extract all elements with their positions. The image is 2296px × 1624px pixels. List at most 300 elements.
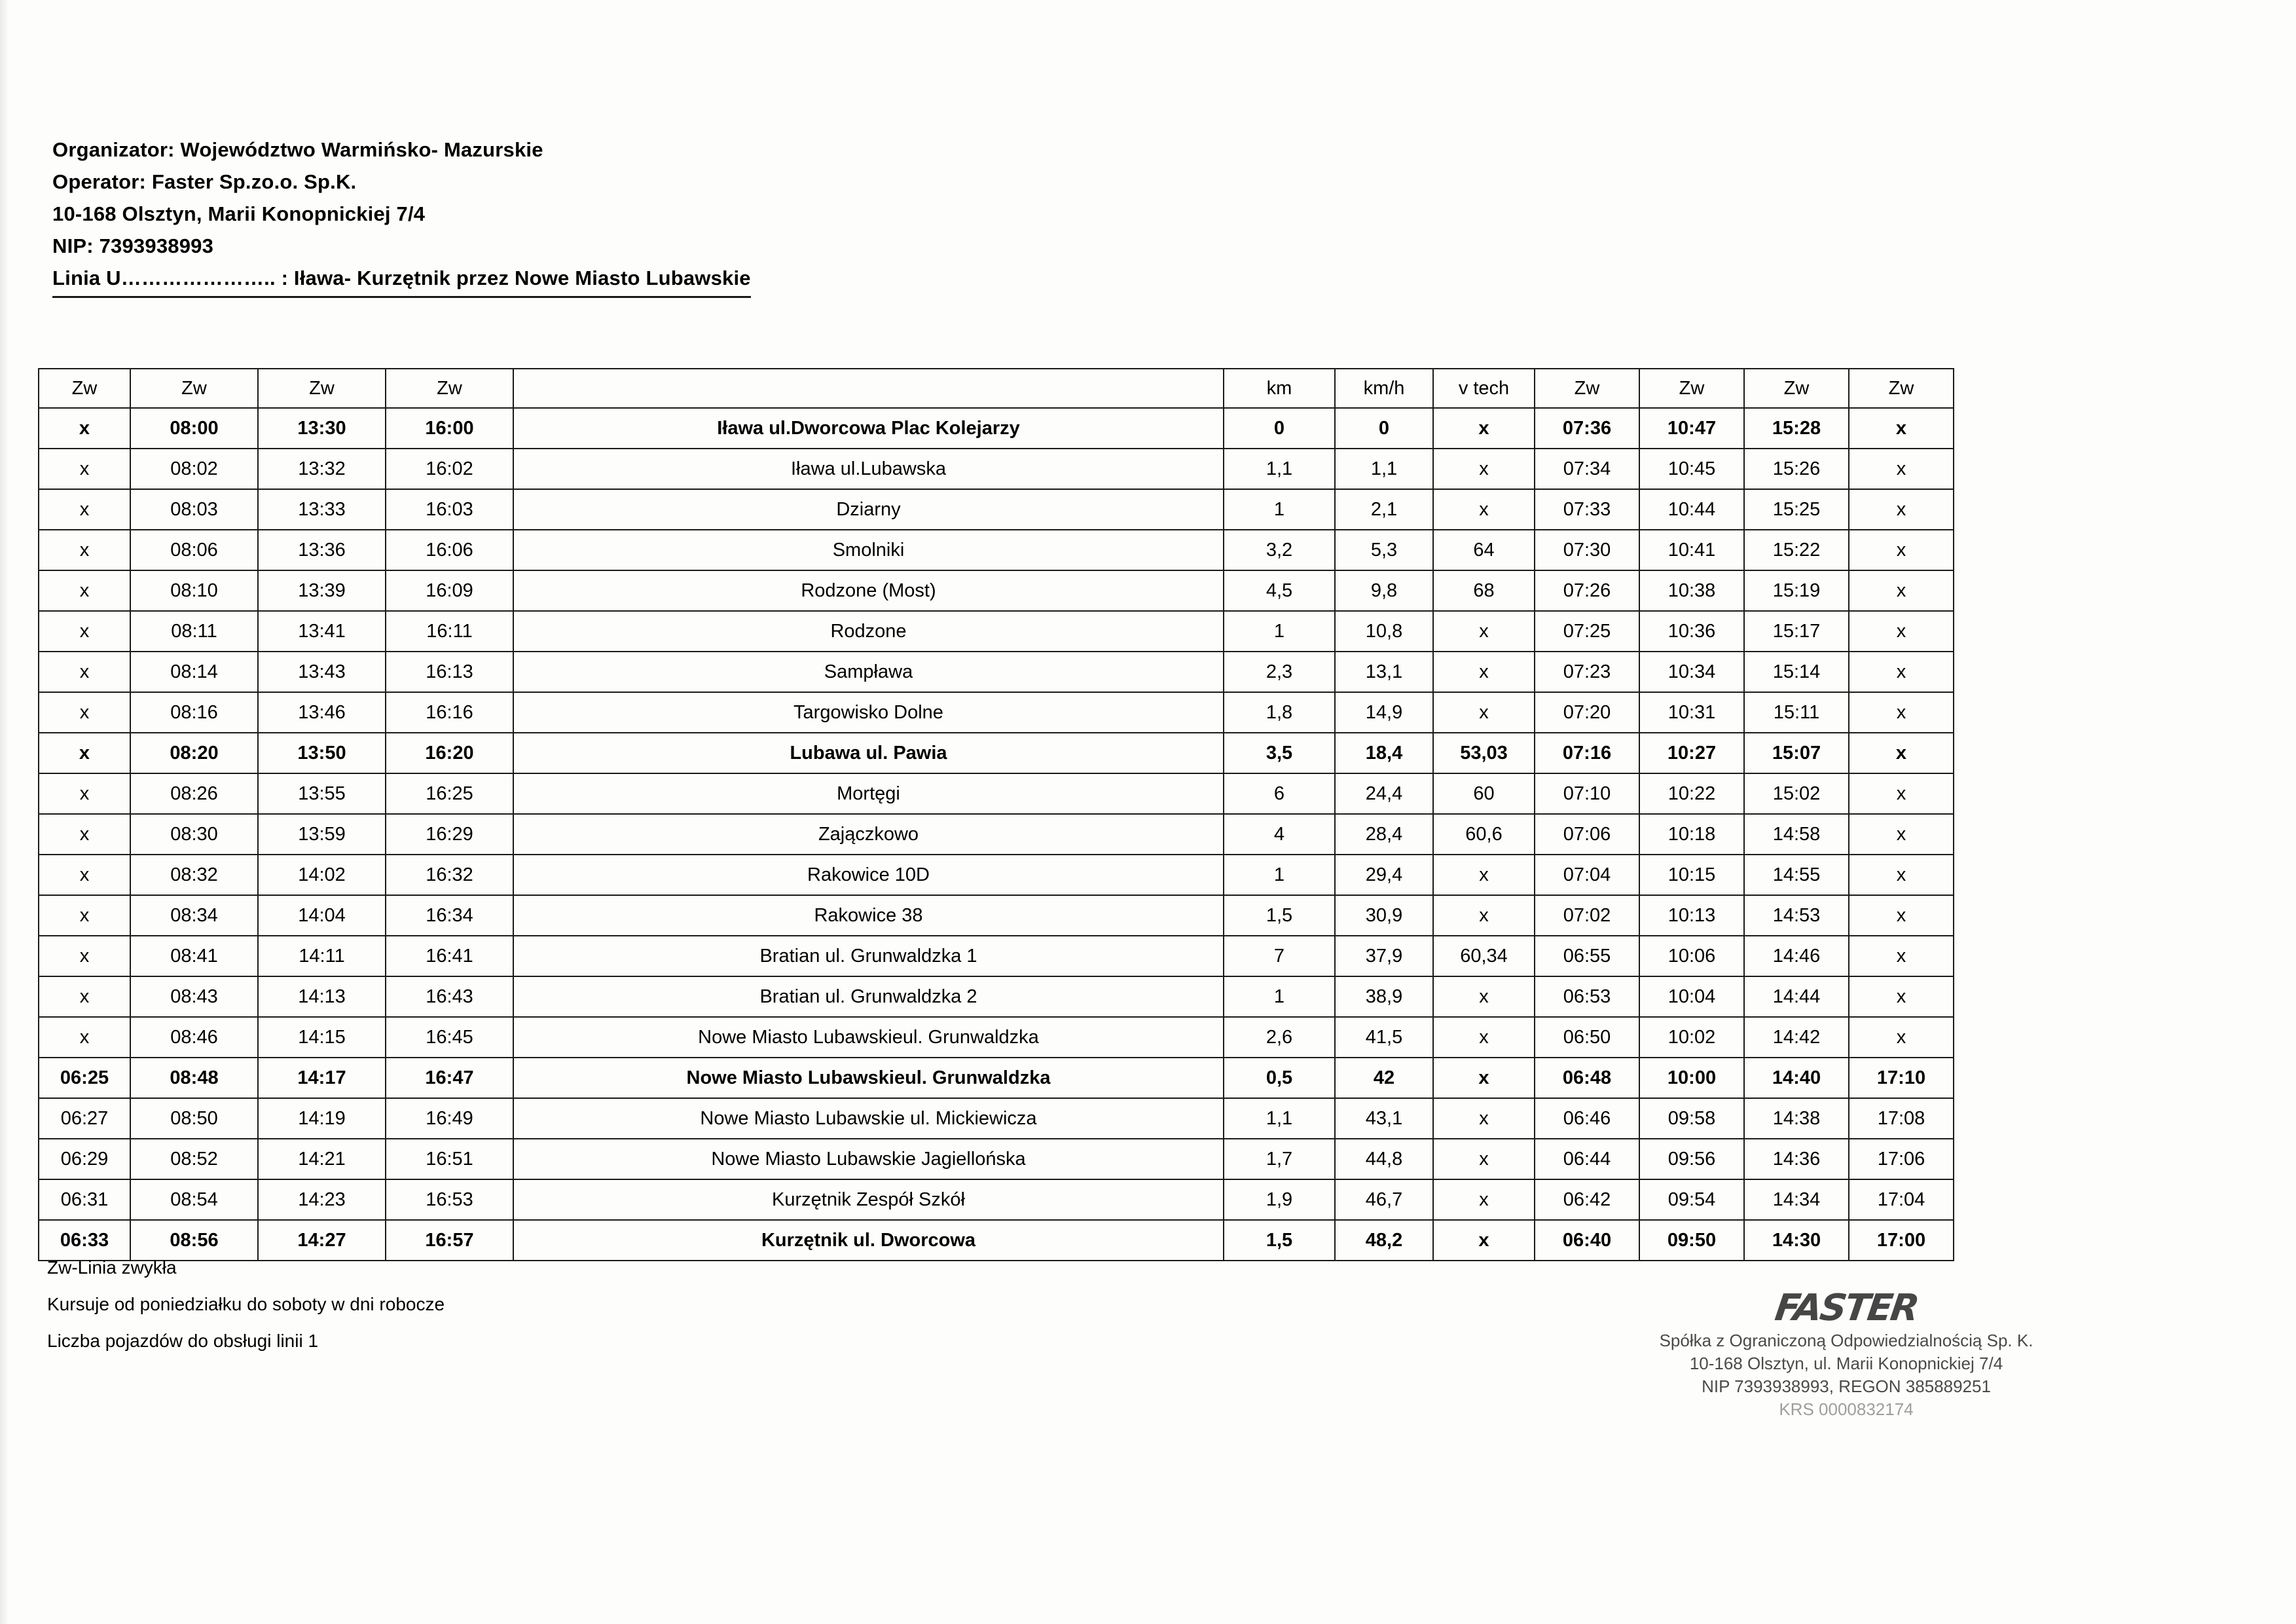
cell-r11-c6: 29,4 [1335,855,1433,895]
cell-r0-c11: x [1849,408,1954,449]
cell-r11-c8: 07:04 [1535,855,1639,895]
table-row [39,692,1954,733]
cell-r16-c6: 42 [1335,1058,1433,1098]
cell-r16-c3: 16:47 [386,1058,513,1098]
cell-r17-c11: 17:08 [1849,1098,1954,1139]
cell-r7-c2: 13:46 [258,692,386,733]
cell-r0-c8: 07:36 [1535,408,1639,449]
cell-r18-c2: 14:21 [258,1139,386,1179]
cell-r2-c3: 16:03 [386,489,513,530]
cell-r15-c7: x [1433,1017,1535,1058]
cell-r20-c3: 16:57 [386,1220,513,1261]
cell-r11-c2: 14:02 [258,855,386,895]
cell-r5-c7: x [1433,611,1535,652]
cell-r14-c2: 14:13 [258,976,386,1017]
cell-r1-c7: x [1433,449,1535,489]
company-stamp [1597,1287,2095,1421]
cell-r8-c11: x [1849,733,1954,773]
line-title-wrapper [52,263,1362,298]
stamp-line-1: Spółka z Ograniczoną Odpowiedzialnością Sp. K. [1659,1331,2033,1350]
cell-r12-c1: 08:34 [130,895,258,936]
cell-r17-c3: 16:49 [386,1098,513,1139]
table-header-row [39,369,1954,408]
faster-logo: FASTER [1772,1287,1920,1329]
cell-r13-c2: 14:11 [258,936,386,976]
scan-edge-shadow [0,0,9,1624]
cell-r7-c6: 14,9 [1335,692,1433,733]
cell-r7-c5: 1,8 [1224,692,1335,733]
cell-r5-c5: 1 [1224,611,1335,652]
cell-r1-c0: x [39,449,130,489]
cell-r1-c2: 13:32 [258,449,386,489]
cell-r13-c1: 08:41 [130,936,258,976]
cell-r1-c1: 08:02 [130,449,258,489]
cell-r7-c3: 16:16 [386,692,513,733]
cell-r6-c7: x [1433,652,1535,692]
stop-name: Kurzętnik Zespół Szkół [513,1179,1224,1220]
cell-r0-c6: 0 [1335,408,1433,449]
cell-r4-c11: x [1849,570,1954,611]
cell-r1-c10: 15:26 [1744,449,1849,489]
cell-r7-c10: 15:11 [1744,692,1849,733]
cell-r13-c10: 14:46 [1744,936,1849,976]
cell-r20-c0: 06:33 [39,1220,130,1261]
cell-r5-c6: 10,8 [1335,611,1433,652]
cell-r6-c0: x [39,652,130,692]
cell-r9-c5: 6 [1224,773,1335,814]
cell-r6-c8: 07:23 [1535,652,1639,692]
cell-r7-c11: x [1849,692,1954,733]
cell-r8-c2: 13:50 [258,733,386,773]
cell-r4-c7: 68 [1433,570,1535,611]
cell-r17-c2: 14:19 [258,1098,386,1139]
cell-r4-c1: 08:10 [130,570,258,611]
cell-r15-c3: 16:45 [386,1017,513,1058]
cell-r10-c7: 60,6 [1433,814,1535,855]
cell-r5-c9: 10:36 [1639,611,1744,652]
cell-r13-c7: 60,34 [1433,936,1535,976]
cell-r0-c7: x [1433,408,1535,449]
cell-r9-c1: 08:26 [130,773,258,814]
table-row [39,936,1954,976]
cell-r18-c10: 14:36 [1744,1139,1849,1179]
cell-r15-c6: 41,5 [1335,1017,1433,1058]
cell-r18-c3: 16:51 [386,1139,513,1179]
cell-r8-c0: x [39,733,130,773]
cell-r16-c9: 10:00 [1639,1058,1744,1098]
cell-r7-c8: 07:20 [1535,692,1639,733]
note-days: Kursuje od poniedziałku do soboty w dni robocze [47,1294,445,1314]
cell-r11-c5: 1 [1224,855,1335,895]
cell-r4-c9: 10:38 [1639,570,1744,611]
stop-name: Nowe Miasto Lubawskie Jagiellońska [513,1139,1224,1179]
cell-r3-c9: 10:41 [1639,530,1744,570]
stop-name: Rodzone [513,611,1224,652]
cell-r4-c6: 9,8 [1335,570,1433,611]
cell-r17-c9: 09:58 [1639,1098,1744,1139]
cell-r9-c11: x [1849,773,1954,814]
cell-r13-c5: 7 [1224,936,1335,976]
column-header-2: Zw [258,369,386,408]
stop-name: Lubawa ul. Pawia [513,733,1224,773]
cell-r0-c0: x [39,408,130,449]
cell-r19-c7: x [1433,1179,1535,1220]
cell-r6-c6: 13,1 [1335,652,1433,692]
stamp-line-4: KRS 0000832174 [1779,1399,1914,1420]
cell-r7-c0: x [39,692,130,733]
stop-name: Iława ul.Dworcowa Plac Kolejarzy [513,408,1224,449]
stop-name: Mortęgi [513,773,1224,814]
nip-line: NIP: 7393938993 [52,234,214,257]
cell-r19-c5: 1,9 [1224,1179,1335,1220]
cell-r14-c5: 1 [1224,976,1335,1017]
address-line: 10-168 Olsztyn, Marii Konopnickiej 7/4 [52,202,426,225]
stop-name: Rodzone (Most) [513,570,1224,611]
table-row [39,408,1954,449]
cell-r2-c5: 1 [1224,489,1335,530]
cell-r19-c3: 16:53 [386,1179,513,1220]
table-row [39,1139,1954,1179]
cell-r16-c10: 14:40 [1744,1058,1849,1098]
cell-r3-c0: x [39,530,130,570]
table-row [39,1098,1954,1139]
cell-r6-c2: 13:43 [258,652,386,692]
cell-r17-c10: 14:38 [1744,1098,1849,1139]
cell-r4-c10: 15:19 [1744,570,1849,611]
cell-r12-c9: 10:13 [1639,895,1744,936]
cell-r19-c1: 08:54 [130,1179,258,1220]
cell-r12-c0: x [39,895,130,936]
stop-name: Smolniki [513,530,1224,570]
table-row [39,895,1954,936]
table-row [39,489,1954,530]
stop-name: Nowe Miasto Lubawskie ul. Mickiewicza [513,1098,1224,1139]
cell-r15-c5: 2,6 [1224,1017,1335,1058]
cell-r15-c10: 14:42 [1744,1017,1849,1058]
cell-r19-c10: 14:34 [1744,1179,1849,1220]
cell-r2-c7: x [1433,489,1535,530]
cell-r16-c0: 06:25 [39,1058,130,1098]
cell-r14-c9: 10:04 [1639,976,1744,1017]
cell-r7-c9: 10:31 [1639,692,1744,733]
cell-r9-c7: 60 [1433,773,1535,814]
table-row [39,814,1954,855]
cell-r11-c7: x [1433,855,1535,895]
cell-r14-c1: 08:43 [130,976,258,1017]
cell-r0-c3: 16:00 [386,408,513,449]
cell-r10-c11: x [1849,814,1954,855]
cell-r12-c8: 07:02 [1535,895,1639,936]
cell-r10-c1: 08:30 [130,814,258,855]
cell-r5-c11: x [1849,611,1954,652]
stop-name: Sampława [513,652,1224,692]
stop-name: Rakowice 38 [513,895,1224,936]
cell-r8-c3: 16:20 [386,733,513,773]
cell-r5-c0: x [39,611,130,652]
stamp-line-3: NIP 7393938993, REGON 385889251 [1702,1376,1991,1397]
cell-r5-c8: 07:25 [1535,611,1639,652]
note-vehicles: Liczba pojazdów do obsługi linii 1 [47,1331,319,1351]
cell-r16-c1: 08:48 [130,1058,258,1098]
cell-r17-c1: 08:50 [130,1098,258,1139]
table-row [39,611,1954,652]
table-row [39,773,1954,814]
cell-r4-c8: 07:26 [1535,570,1639,611]
cell-r2-c10: 15:25 [1744,489,1849,530]
cell-r8-c10: 15:07 [1744,733,1849,773]
operator-line: Operator: Faster Sp.zo.o. Sp.K. [52,170,357,193]
stop-name: Nowe Miasto Lubawskieul. Grunwaldzka [513,1017,1224,1058]
stop-name: Nowe Miasto Lubawskieul. Grunwaldzka [513,1058,1224,1098]
cell-r8-c6: 18,4 [1335,733,1433,773]
cell-r8-c1: 08:20 [130,733,258,773]
cell-r14-c6: 38,9 [1335,976,1433,1017]
cell-r1-c11: x [1849,449,1954,489]
column-header-10: Zw [1744,369,1849,408]
cell-r9-c6: 24,4 [1335,773,1433,814]
cell-r18-c9: 09:56 [1639,1139,1744,1179]
stop-name: Bratian ul. Grunwaldzka 2 [513,976,1224,1017]
cell-r20-c6: 48,2 [1335,1220,1433,1261]
stop-name: Zajączkowo [513,814,1224,855]
table-row [39,1179,1954,1220]
cell-r11-c9: 10:15 [1639,855,1744,895]
cell-r10-c10: 14:58 [1744,814,1849,855]
stop-name: Dziarny [513,489,1224,530]
cell-r17-c8: 06:46 [1535,1098,1639,1139]
cell-r1-c3: 16:02 [386,449,513,489]
cell-r3-c2: 13:36 [258,530,386,570]
stop-name: Iława ul.Lubawska [513,449,1224,489]
table-row [39,855,1954,895]
cell-r1-c6: 1,1 [1335,449,1433,489]
cell-r13-c0: x [39,936,130,976]
cell-r16-c11: 17:10 [1849,1058,1954,1098]
organizer-line: Organizator: Województwo Warmińsko- Mazurskie [52,138,543,161]
cell-r19-c11: 17:04 [1849,1179,1954,1220]
cell-r3-c6: 5,3 [1335,530,1433,570]
cell-r2-c2: 13:33 [258,489,386,530]
cell-r11-c3: 16:32 [386,855,513,895]
cell-r5-c2: 13:41 [258,611,386,652]
document-header [52,134,1362,298]
cell-r9-c0: x [39,773,130,814]
cell-r14-c8: 06:53 [1535,976,1639,1017]
cell-r18-c8: 06:44 [1535,1139,1639,1179]
column-header-11: Zw [1849,369,1954,408]
table-row [39,652,1954,692]
cell-r6-c1: 08:14 [130,652,258,692]
cell-r5-c3: 16:11 [386,611,513,652]
cell-r0-c1: 08:00 [130,408,258,449]
cell-r8-c5: 3,5 [1224,733,1335,773]
cell-r20-c2: 14:27 [258,1220,386,1261]
cell-r13-c3: 16:41 [386,936,513,976]
column-header-4 [513,369,1224,408]
cell-r0-c2: 13:30 [258,408,386,449]
cell-r20-c7: x [1433,1220,1535,1261]
cell-r12-c10: 14:53 [1744,895,1849,936]
cell-r2-c9: 10:44 [1639,489,1744,530]
cell-r15-c2: 14:15 [258,1017,386,1058]
cell-r17-c0: 06:27 [39,1098,130,1139]
table-row [39,530,1954,570]
cell-r19-c2: 14:23 [258,1179,386,1220]
cell-r17-c7: x [1433,1098,1535,1139]
cell-r16-c8: 06:48 [1535,1058,1639,1098]
table-row [39,976,1954,1017]
cell-r2-c1: 08:03 [130,489,258,530]
table-row [39,449,1954,489]
table-row [39,733,1954,773]
cell-r12-c11: x [1849,895,1954,936]
cell-r19-c9: 09:54 [1639,1179,1744,1220]
column-header-1: Zw [130,369,258,408]
table-row [39,570,1954,611]
cell-r14-c10: 14:44 [1744,976,1849,1017]
stop-name: Bratian ul. Grunwaldzka 1 [513,936,1224,976]
cell-r15-c9: 10:02 [1639,1017,1744,1058]
cell-r18-c11: 17:06 [1849,1139,1954,1179]
cell-r0-c9: 10:47 [1639,408,1744,449]
notes-block [47,1249,445,1359]
cell-r13-c11: x [1849,936,1954,976]
cell-r2-c6: 2,1 [1335,489,1433,530]
cell-r4-c2: 13:39 [258,570,386,611]
cell-r4-c0: x [39,570,130,611]
cell-r3-c10: 15:22 [1744,530,1849,570]
cell-r3-c3: 16:06 [386,530,513,570]
stop-name: Targowisko Dolne [513,692,1224,733]
cell-r10-c8: 07:06 [1535,814,1639,855]
cell-r7-c7: x [1433,692,1535,733]
cell-r6-c9: 10:34 [1639,652,1744,692]
cell-r11-c1: 08:32 [130,855,258,895]
timetable [38,368,1954,1261]
column-header-3: Zw [386,369,513,408]
cell-r10-c2: 13:59 [258,814,386,855]
cell-r1-c8: 07:34 [1535,449,1639,489]
cell-r6-c11: x [1849,652,1954,692]
cell-r13-c8: 06:55 [1535,936,1639,976]
cell-r10-c0: x [39,814,130,855]
cell-r4-c3: 16:09 [386,570,513,611]
cell-r0-c10: 15:28 [1744,408,1849,449]
column-header-9: Zw [1639,369,1744,408]
cell-r11-c11: x [1849,855,1954,895]
cell-r18-c6: 44,8 [1335,1139,1433,1179]
cell-r3-c1: 08:06 [130,530,258,570]
cell-r10-c9: 10:18 [1639,814,1744,855]
cell-r6-c5: 2,3 [1224,652,1335,692]
cell-r9-c10: 15:02 [1744,773,1849,814]
cell-r3-c5: 3,2 [1224,530,1335,570]
cell-r17-c5: 1,1 [1224,1098,1335,1139]
column-header-7: v tech [1433,369,1535,408]
cell-r8-c7: 53,03 [1433,733,1535,773]
cell-r12-c7: x [1433,895,1535,936]
cell-r20-c8: 06:40 [1535,1220,1639,1261]
cell-r17-c6: 43,1 [1335,1098,1433,1139]
cell-r8-c9: 10:27 [1639,733,1744,773]
cell-r0-c5: 0 [1224,408,1335,449]
stop-name: Kurzętnik ul. Dworcowa [513,1220,1224,1261]
cell-r15-c1: 08:46 [130,1017,258,1058]
cell-r11-c10: 14:55 [1744,855,1849,895]
cell-r12-c6: 30,9 [1335,895,1433,936]
cell-r16-c7: x [1433,1058,1535,1098]
line-title: Linia U………………….. : Iława- Kurzętnik przez Nowe Miasto Lubawskie [52,263,751,298]
column-header-6: km/h [1335,369,1433,408]
cell-r20-c11: 17:00 [1849,1220,1954,1261]
stamp-line-2: 10-168 Olsztyn, ul. Marii Konopnickiej 7/4 [1689,1354,2003,1374]
table-row [39,1017,1954,1058]
column-header-5: km [1224,369,1335,408]
cell-r2-c0: x [39,489,130,530]
table-row [39,1058,1954,1098]
cell-r14-c0: x [39,976,130,1017]
cell-r7-c1: 08:16 [130,692,258,733]
cell-r1-c5: 1,1 [1224,449,1335,489]
cell-r20-c9: 09:50 [1639,1220,1744,1261]
cell-r14-c7: x [1433,976,1535,1017]
cell-r9-c8: 07:10 [1535,773,1639,814]
cell-r12-c3: 16:34 [386,895,513,936]
cell-r11-c0: x [39,855,130,895]
column-header-8: Zw [1535,369,1639,408]
cell-r1-c9: 10:45 [1639,449,1744,489]
cell-r2-c11: x [1849,489,1954,530]
stop-name: Rakowice 10D [513,855,1224,895]
cell-r20-c5: 1,5 [1224,1220,1335,1261]
cell-r10-c3: 16:29 [386,814,513,855]
cell-r5-c10: 15:17 [1744,611,1849,652]
cell-r13-c6: 37,9 [1335,936,1433,976]
cell-r8-c8: 07:16 [1535,733,1639,773]
cell-r2-c8: 07:33 [1535,489,1639,530]
cell-r20-c1: 08:56 [130,1220,258,1261]
cell-r19-c8: 06:42 [1535,1179,1639,1220]
cell-r3-c11: x [1849,530,1954,570]
cell-r10-c6: 28,4 [1335,814,1433,855]
cell-r9-c9: 10:22 [1639,773,1744,814]
cell-r14-c11: x [1849,976,1954,1017]
cell-r19-c0: 06:31 [39,1179,130,1220]
cell-r20-c10: 14:30 [1744,1220,1849,1261]
cell-r3-c7: 64 [1433,530,1535,570]
cell-r6-c3: 16:13 [386,652,513,692]
cell-r6-c10: 15:14 [1744,652,1849,692]
cell-r9-c3: 16:25 [386,773,513,814]
cell-r18-c7: x [1433,1139,1535,1179]
cell-r18-c0: 06:29 [39,1139,130,1179]
cell-r16-c2: 14:17 [258,1058,386,1098]
cell-r12-c2: 14:04 [258,895,386,936]
cell-r18-c1: 08:52 [130,1139,258,1179]
cell-r18-c5: 1,7 [1224,1139,1335,1179]
cell-r5-c1: 08:11 [130,611,258,652]
cell-r15-c11: x [1849,1017,1954,1058]
cell-r15-c0: x [39,1017,130,1058]
cell-r3-c8: 07:30 [1535,530,1639,570]
cell-r4-c5: 4,5 [1224,570,1335,611]
cell-r16-c5: 0,5 [1224,1058,1335,1098]
cell-r15-c8: 06:50 [1535,1017,1639,1058]
cell-r13-c9: 10:06 [1639,936,1744,976]
column-header-0: Zw [39,369,130,408]
cell-r19-c6: 46,7 [1335,1179,1433,1220]
note-legend: Zw-Linia zwykła [47,1257,177,1278]
